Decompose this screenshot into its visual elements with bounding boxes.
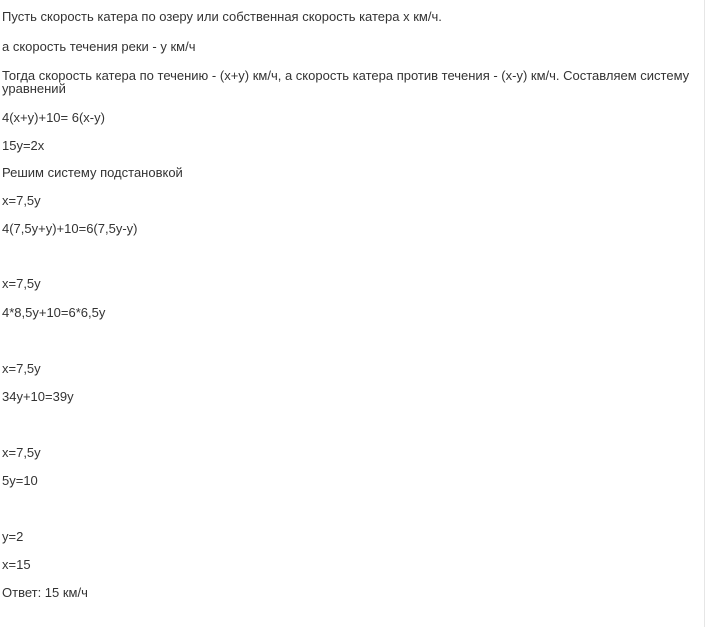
answer-line: Ответ: 15 км/ч (2, 585, 88, 600)
equation-4: 4(7,5у+у)+10=6(7,5у-у) (2, 221, 138, 236)
equation-5: х=7,5у (2, 276, 41, 291)
equation-6: 4*8,5у+10=6*6,5у (2, 305, 106, 320)
equation-9: х=7,5у (2, 445, 41, 460)
text-line-current-speed: а скорость течения реки - у км/ч (2, 39, 196, 54)
equation-1: 4(х+у)+10= 6(х-у) (2, 110, 105, 125)
equation-10: 5у=10 (2, 473, 38, 488)
text-line-solve: Решим систему подстановкой (2, 165, 183, 180)
equation-11: у=2 (2, 529, 24, 544)
equation-2: 15у=2х (2, 138, 45, 153)
text-line-intro: Пусть скорость катера по озеру или собственная скорость катера х км/ч. (2, 9, 442, 24)
equation-8: 34у+10=39у (2, 389, 74, 404)
equation-12: х=15 (2, 557, 31, 572)
equation-3: х=7,5у (2, 193, 41, 208)
equation-7: х=7,5у (2, 361, 41, 376)
text-line-speeds: Тогда скорость катера по течению - (х+у) км/ч, а скорость катера против течения - (х-у) км/ч. Составляем систему уравнений (2, 68, 690, 96)
